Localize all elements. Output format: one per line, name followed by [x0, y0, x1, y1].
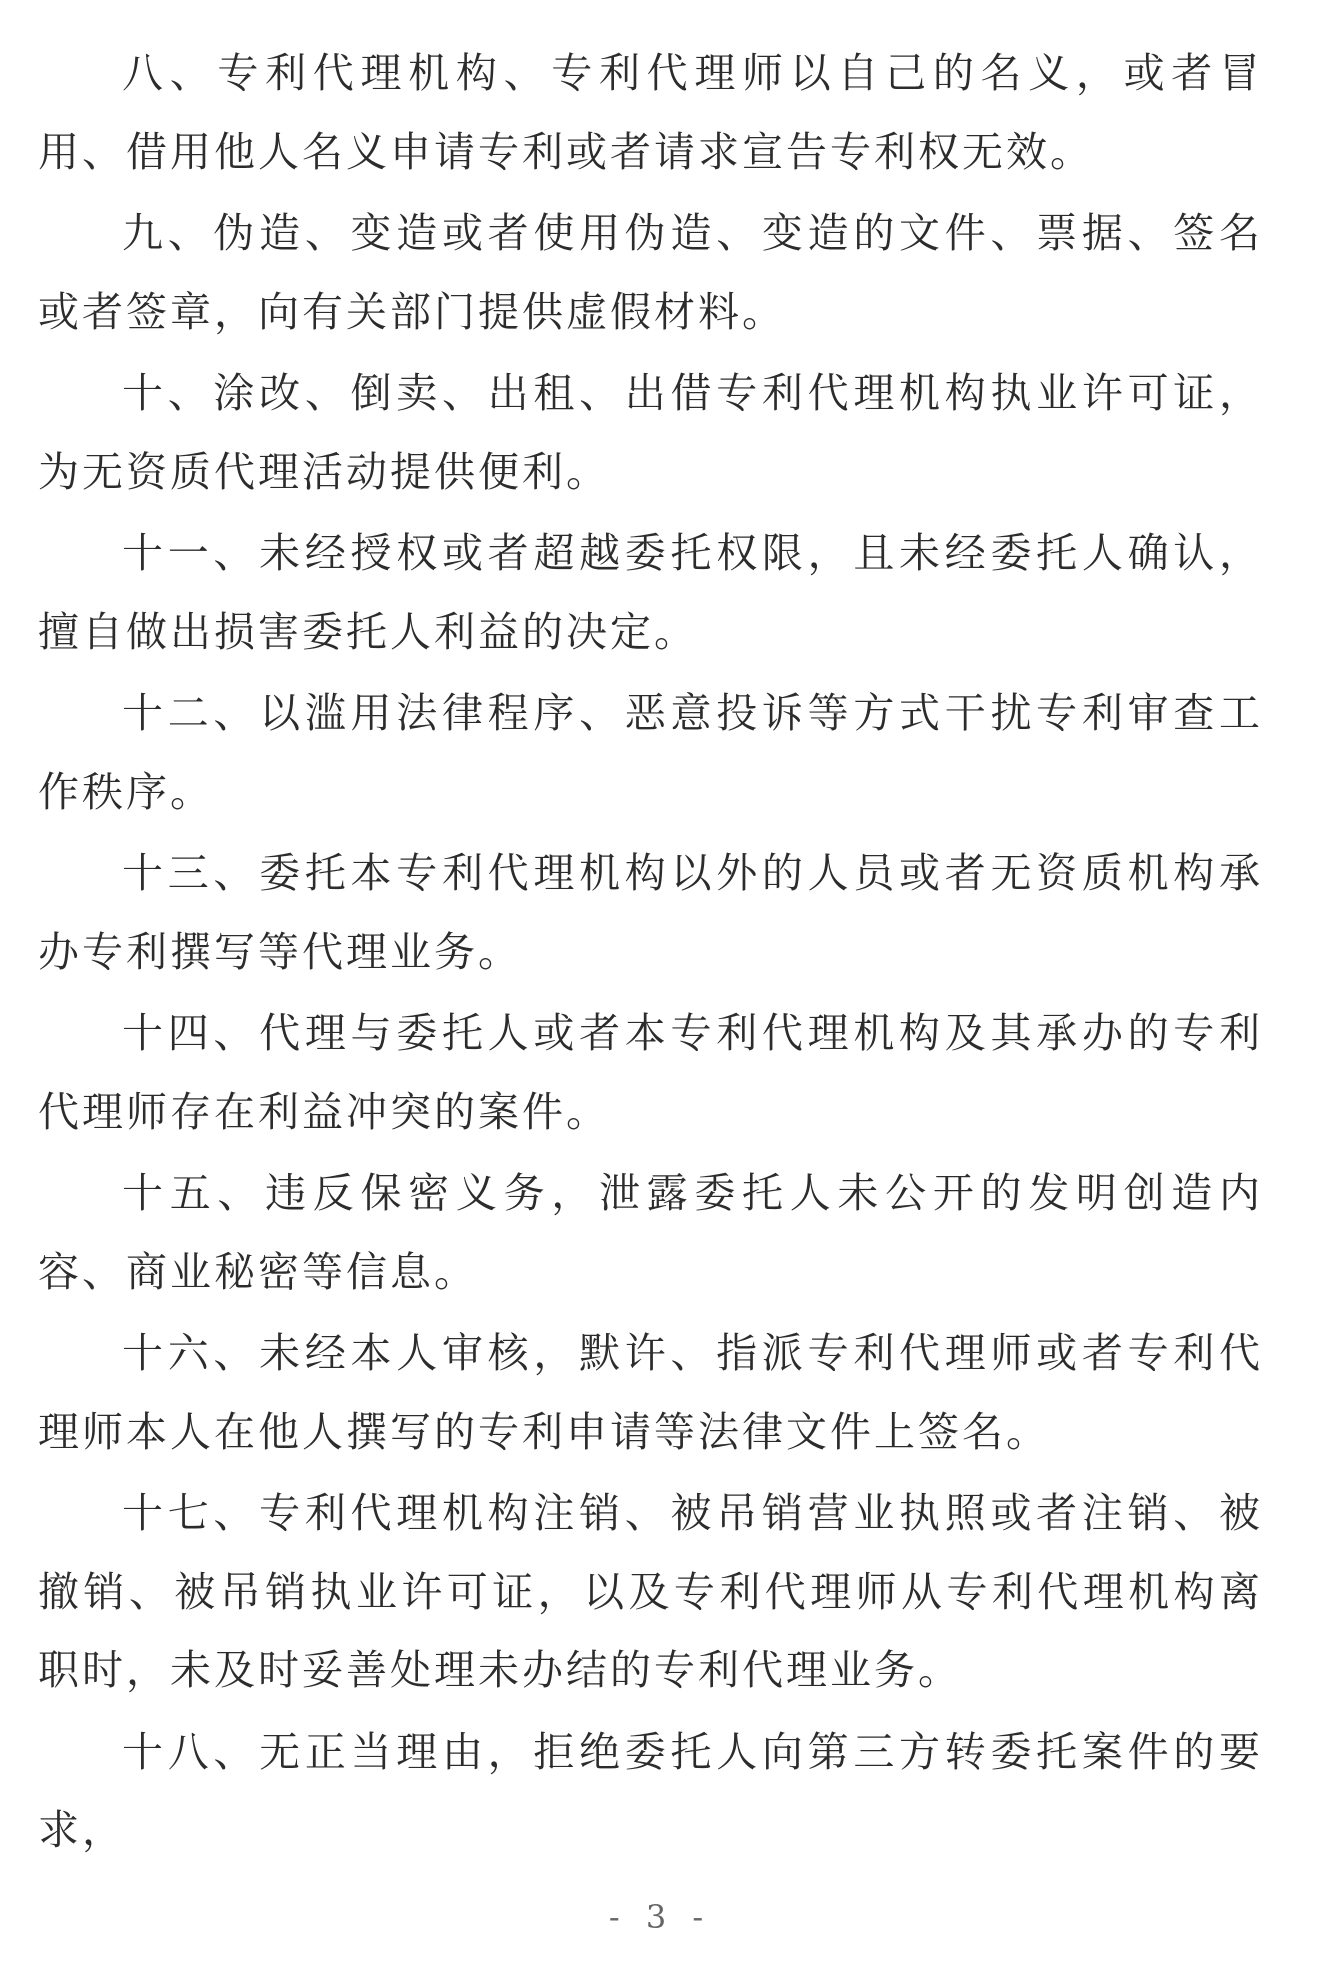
paragraph-item-10: 十、涂改、倒卖、出租、出借专利代理机构执业许可证，为无资质代理活动提供便利。: [38, 369, 1263, 496]
paragraph-item-14: 十四、代理与委托人或者本专利代理机构及其承办的专利代理师存在利益冲突的案件。: [38, 1009, 1263, 1136]
paragraph-item-8: 八、专利代理机构、专利代理师以自己的名义，或者冒用、借用他人名义申请专利或者请求宣告专利权无效。: [38, 49, 1263, 176]
paragraph-item-18: 十八、无正当理由，拒绝委托人向第三方转委托案件的要求，: [38, 1727, 1263, 1854]
paragraph-item-13: 十三、委托本专利代理机构以外的人员或者无资质机构承办专利撰写等代理业务。: [38, 849, 1263, 976]
paragraph-item-15: 十五、违反保密义务，泄露委托人未公开的发明创造内容、商业秘密等信息。: [38, 1169, 1263, 1296]
document-body: [38, 34, 1263, 1873]
paragraph-item-16: 十六、未经本人审核，默许、指派专利代理师或者专利代理师本人在他人撰写的专利申请等法律文件上签名。: [38, 1329, 1263, 1456]
page-number: - 3 -: [608, 1898, 712, 1936]
paragraph-item-9: 九、伪造、变造或者使用伪造、变造的文件、票据、签名或者签章，向有关部门提供虚假材料。: [38, 209, 1263, 336]
paragraph-item-17: 十七、专利代理机构注销、被吊销营业执照或者注销、被撤销、被吊销执业许可证，以及专利代理师从专利代理机构离职时，未及时妥善处理未办结的专利代理业务。: [38, 1489, 1263, 1694]
paragraph-item-11: 十一、未经授权或者超越委托权限，且未经委托人确认，擅自做出损害委托人利益的决定。: [38, 529, 1263, 656]
paragraph-item-12: 十二、以滥用法律程序、恶意投诉等方式干扰专利审查工作秩序。: [38, 689, 1263, 816]
